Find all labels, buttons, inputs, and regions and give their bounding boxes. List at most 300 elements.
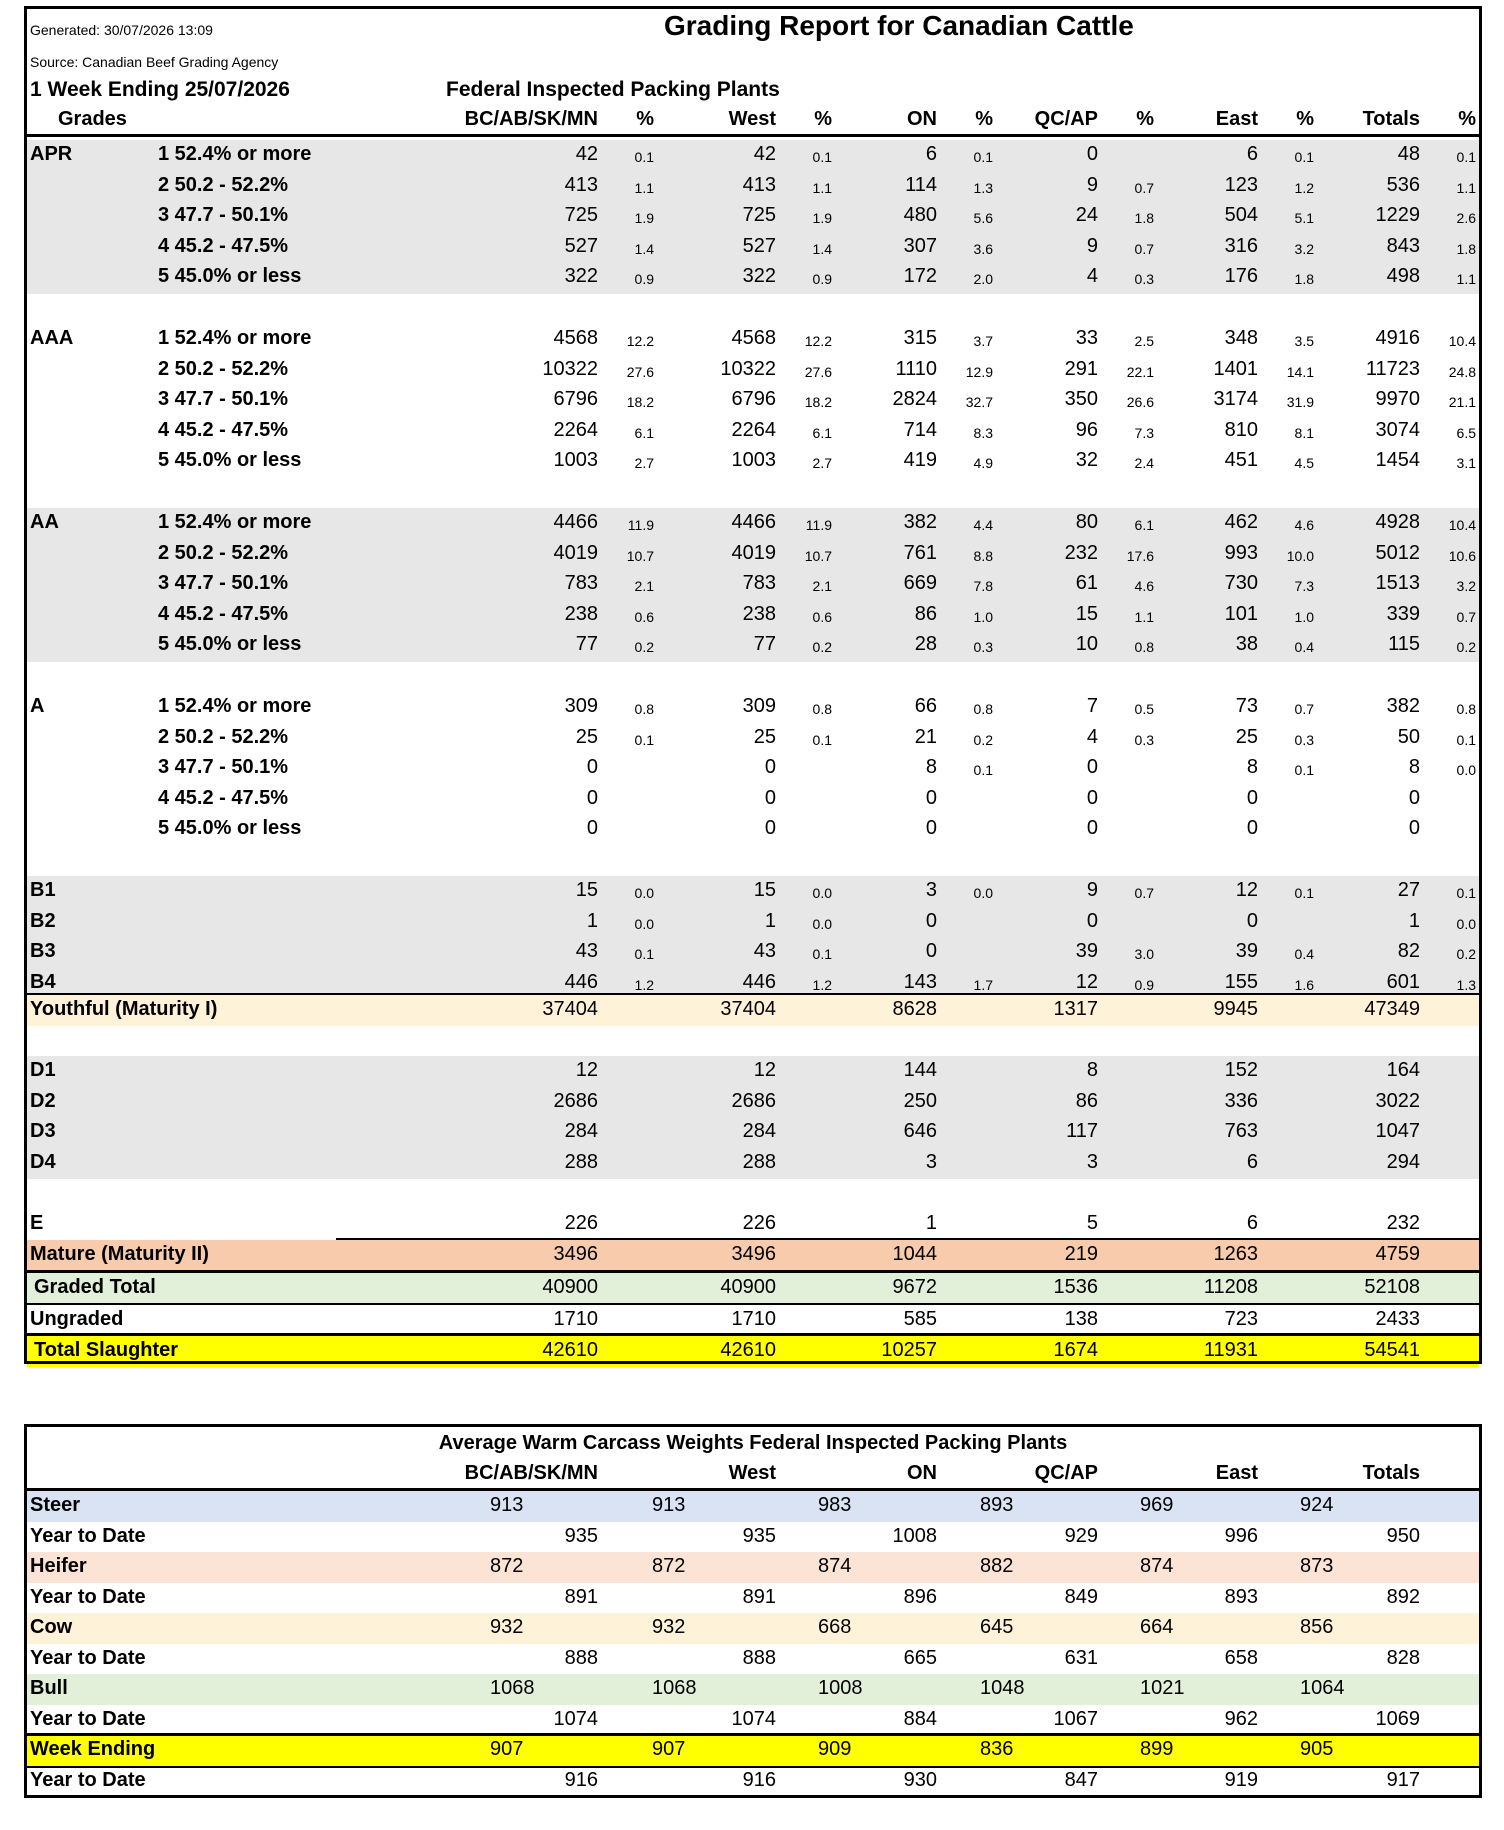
- d-grade-row-label: D4: [30, 1150, 56, 1173]
- count-cell: 25: [1235, 725, 1258, 748]
- youthful-row-value: 47349: [1364, 998, 1420, 1020]
- pct-column-header: %: [975, 108, 993, 130]
- d-grade-row-value: 288: [564, 1150, 598, 1173]
- ytd-weight-value: 892: [1386, 1585, 1420, 1608]
- count-cell: 8: [1246, 756, 1258, 779]
- percent-cell: 0.9: [634, 271, 654, 288]
- percent-cell: 8.1: [1294, 424, 1314, 441]
- ytd-weight-value: 893: [1224, 1585, 1258, 1608]
- ytd-weight-value: 828: [1386, 1646, 1420, 1669]
- percent-cell: 0.0: [812, 915, 832, 932]
- percent-cell: 5.6: [973, 210, 993, 227]
- count-cell: 0: [586, 786, 598, 809]
- count-cell: 8: [925, 756, 937, 779]
- count-cell: 3174: [1213, 388, 1258, 411]
- count-cell: 15: [575, 879, 598, 901]
- count-cell: 339: [1386, 602, 1420, 625]
- percent-cell: 0.6: [634, 608, 654, 625]
- federal-plants-heading: Federal Inspected Packing Plants: [446, 78, 780, 101]
- percent-cell: 0.2: [812, 639, 832, 656]
- graded-total-row-label: Graded Total: [34, 1276, 156, 1298]
- pct-column-header: %: [814, 108, 832, 130]
- count-cell: 725: [564, 204, 598, 227]
- yield-class-label: 4 45.2 - 47.5%: [158, 418, 289, 441]
- ytd-weight-value: 849: [1064, 1585, 1098, 1608]
- percent-cell: 1.8: [1456, 240, 1476, 257]
- ytd-weight-value: 996: [1224, 1524, 1258, 1547]
- count-cell: 350: [1064, 388, 1098, 411]
- percent-cell: 2.0: [973, 271, 993, 288]
- ungraded-row-value: 2433: [1375, 1308, 1420, 1330]
- grade-name: B3: [30, 940, 56, 963]
- count-cell: 4: [1086, 265, 1098, 288]
- count-cell: 316: [1224, 234, 1258, 257]
- percent-cell: 7.3: [1294, 578, 1314, 595]
- count-cell: 77: [753, 633, 776, 656]
- count-cell: 382: [903, 511, 937, 533]
- count-cell: 0: [1246, 909, 1258, 932]
- count-cell: 291: [1064, 357, 1098, 380]
- grade-name: AA: [30, 511, 59, 533]
- count-cell: 761: [903, 541, 937, 564]
- d-grade-row-value: 284: [742, 1120, 776, 1143]
- percent-cell: 0.7: [1134, 179, 1154, 196]
- count-cell: 451: [1224, 449, 1258, 472]
- weights-column-header: Totals: [1362, 1462, 1420, 1484]
- region-column-header: ON: [907, 108, 937, 130]
- percent-cell: 0.1: [1456, 149, 1476, 165]
- percent-cell: 10.6: [1448, 547, 1476, 564]
- region-column-header: BC/AB/SK/MN: [464, 108, 598, 130]
- percent-cell: 27.6: [804, 363, 832, 380]
- percent-cell: 17.6: [1126, 547, 1154, 564]
- pct-column-header: %: [1136, 108, 1154, 130]
- count-cell: 4928: [1375, 511, 1420, 533]
- percent-cell: 10.4: [1448, 333, 1476, 349]
- current-weight-value: 907: [490, 1738, 524, 1760]
- current-weight-value: 969: [1140, 1494, 1174, 1516]
- percent-cell: 22.1: [1126, 363, 1154, 380]
- ytd-weight-value: 896: [903, 1585, 937, 1608]
- count-cell: 0: [1246, 817, 1258, 840]
- percent-cell: 2.7: [634, 455, 654, 472]
- percent-cell: 14.1: [1286, 363, 1314, 380]
- d-grade-row-value: 288: [742, 1150, 776, 1173]
- ytd-weight-value: 962: [1224, 1707, 1258, 1730]
- count-cell: 0: [764, 817, 776, 840]
- count-cell: 0: [764, 756, 776, 779]
- mature-row-label: Mature (Maturity II): [30, 1243, 209, 1265]
- ytd-weight-value: 935: [742, 1524, 776, 1547]
- percent-cell: 1.9: [812, 210, 832, 227]
- count-cell: 50: [1397, 725, 1420, 748]
- grade-name: B1: [30, 879, 56, 901]
- count-cell: 783: [564, 572, 598, 595]
- percent-cell: 0.0: [1456, 762, 1476, 779]
- percent-cell: 0.1: [812, 731, 832, 748]
- yield-class-label: 1 52.4% or more: [158, 327, 312, 349]
- d-grade-row-value: 3: [1086, 1150, 1098, 1173]
- count-cell: 315: [903, 327, 937, 349]
- count-cell: 1: [586, 909, 598, 932]
- count-cell: 0: [586, 756, 598, 779]
- year-to-date-label: Year to Date: [30, 1707, 146, 1730]
- d-grade-row-value: 294: [1386, 1150, 1420, 1173]
- percent-cell: 0.1: [1456, 885, 1476, 901]
- count-cell: 25: [753, 725, 776, 748]
- current-weight-value: 856: [1300, 1616, 1334, 1638]
- percent-cell: 1.1: [1134, 608, 1154, 625]
- count-cell: 8: [1408, 756, 1420, 779]
- d-grade-row-label: D3: [30, 1120, 56, 1143]
- current-weight-value: 872: [490, 1555, 524, 1577]
- mature-row-value: 1044: [892, 1243, 937, 1265]
- count-cell: 6: [925, 143, 937, 165]
- percent-cell: 12.2: [626, 333, 654, 349]
- percent-cell: 0.9: [812, 271, 832, 288]
- yield-class-label: 2 50.2 - 52.2%: [158, 357, 289, 380]
- percent-cell: 3.0: [1134, 946, 1154, 963]
- count-cell: 43: [753, 940, 776, 963]
- count-cell: 2264: [553, 418, 598, 441]
- current-weight-value: 873: [1300, 1555, 1334, 1577]
- count-cell: 0: [1086, 756, 1098, 779]
- ungraded-row-value: 585: [903, 1308, 937, 1330]
- count-cell: 48: [1397, 143, 1420, 165]
- count-cell: 238: [742, 602, 776, 625]
- percent-cell: 6.5: [1456, 424, 1476, 441]
- yield-class-label: 5 45.0% or less: [158, 633, 302, 656]
- yield-class-label: 1 52.4% or more: [158, 143, 312, 165]
- weight-class-label: Bull: [30, 1677, 68, 1699]
- ytd-weight-value: 950: [1386, 1524, 1420, 1547]
- count-cell: 462: [1224, 511, 1258, 533]
- count-cell: 1: [764, 909, 776, 932]
- percent-cell: 12.9: [965, 363, 993, 380]
- d-grade-row-value: 1047: [1375, 1120, 1420, 1143]
- d-grade-row-value: 3022: [1375, 1089, 1420, 1112]
- percent-cell: 0.8: [634, 701, 654, 717]
- ytd-weight-value: 1067: [1053, 1707, 1098, 1730]
- yield-class-label: 4 45.2 - 47.5%: [158, 602, 289, 625]
- total-slaughter-row-value: 54541: [1364, 1339, 1420, 1361]
- count-cell: 238: [564, 602, 598, 625]
- percent-cell: 0.1: [812, 149, 832, 165]
- count-cell: 783: [742, 572, 776, 595]
- count-cell: 993: [1224, 541, 1258, 564]
- ytd-weight-value: 665: [903, 1646, 937, 1669]
- percent-cell: 27.6: [626, 363, 654, 380]
- count-cell: 42: [753, 143, 776, 165]
- percent-cell: 1.3: [1456, 976, 1476, 993]
- percent-cell: 3.2: [1456, 578, 1476, 595]
- count-cell: 0: [586, 817, 598, 840]
- count-cell: 446: [742, 970, 776, 993]
- e-grade-row-label: E: [30, 1212, 44, 1234]
- count-cell: 82: [1397, 940, 1420, 963]
- count-cell: 413: [742, 173, 776, 196]
- current-weight-value: 913: [652, 1494, 686, 1516]
- percent-cell: 0.1: [634, 149, 654, 165]
- weights-column-header: BC/AB/SK/MN: [464, 1462, 598, 1484]
- ytd-weight-value: 658: [1224, 1646, 1258, 1669]
- count-cell: 11723: [1365, 357, 1420, 380]
- percent-cell: 0.8: [812, 701, 832, 717]
- pct-column-header: %: [636, 108, 654, 130]
- percent-cell: 0.0: [973, 885, 993, 901]
- count-cell: 232: [1064, 541, 1098, 564]
- percent-cell: 1.0: [973, 608, 993, 625]
- percent-cell: 0.7: [1134, 885, 1154, 901]
- percent-cell: 0.4: [1294, 946, 1314, 963]
- weights-column-header: QC/AP: [1034, 1462, 1098, 1484]
- yield-class-label: 1 52.4% or more: [158, 511, 312, 533]
- weight-class-label: Steer: [30, 1494, 81, 1516]
- d-grade-row-label: D2: [30, 1089, 56, 1112]
- percent-cell: 4.6: [1134, 578, 1154, 595]
- current-weight-value: 907: [652, 1738, 686, 1760]
- count-cell: 61: [1075, 572, 1098, 595]
- count-cell: 9: [1086, 234, 1098, 257]
- count-cell: 12: [1075, 970, 1098, 993]
- count-cell: 498: [1386, 265, 1420, 288]
- source-text: Source: Canadian Beef Grading Agency: [30, 54, 279, 70]
- mature-row-value: 3496: [553, 1243, 598, 1265]
- total-slaughter-row-value: 42610: [720, 1339, 776, 1361]
- ytd-weight-value: 1074: [553, 1707, 598, 1730]
- count-cell: 810: [1224, 418, 1258, 441]
- percent-cell: 0.3: [1134, 731, 1154, 748]
- count-cell: 33: [1075, 327, 1098, 349]
- count-cell: 15: [1075, 602, 1098, 625]
- count-cell: 32: [1075, 449, 1098, 472]
- count-cell: 15: [753, 879, 776, 901]
- count-cell: 4466: [553, 511, 598, 533]
- weights-column-header: West: [728, 1462, 776, 1484]
- d-grade-row-value: 144: [903, 1059, 937, 1081]
- percent-cell: 0.7: [1134, 240, 1154, 257]
- count-cell: 0: [1086, 143, 1098, 165]
- percent-cell: 1.1: [812, 179, 832, 196]
- count-cell: 10322: [542, 357, 598, 380]
- percent-cell: 0.3: [1134, 271, 1154, 288]
- count-cell: 2824: [892, 388, 937, 411]
- percent-cell: 26.6: [1126, 394, 1154, 411]
- ytd-weight-value: 917: [1386, 1768, 1420, 1791]
- percent-cell: 0.1: [973, 762, 993, 779]
- count-cell: 5012: [1375, 541, 1420, 564]
- percent-cell: 31.9: [1286, 394, 1314, 411]
- percent-cell: 1.1: [1456, 179, 1476, 196]
- week-ending-top-line: [24, 1733, 1482, 1736]
- percent-cell: 3.1: [1456, 455, 1476, 472]
- count-cell: 446: [564, 970, 598, 993]
- ungraded-row-value: 723: [1224, 1308, 1258, 1330]
- percent-cell: 0.0: [812, 885, 832, 901]
- percent-cell: 24.8: [1448, 363, 1476, 380]
- count-cell: 6796: [553, 388, 598, 411]
- d-grade-row-value: 164: [1386, 1059, 1420, 1081]
- count-cell: 9970: [1375, 388, 1420, 411]
- ytd-weight-value: 935: [564, 1524, 598, 1547]
- youthful-row-label: Youthful (Maturity I): [30, 998, 218, 1020]
- current-weight-value: 1021: [1140, 1677, 1185, 1699]
- count-cell: 322: [742, 265, 776, 288]
- count-cell: 3: [925, 879, 937, 901]
- ytd-weight-value: 1008: [892, 1524, 937, 1547]
- percent-cell: 0.4: [1294, 639, 1314, 656]
- percent-cell: 3.2: [1294, 240, 1314, 257]
- count-cell: 419: [903, 449, 937, 472]
- mature-row-value: 219: [1064, 1243, 1098, 1265]
- d-grade-row-value: 2686: [553, 1089, 598, 1112]
- weights-column-header: ON: [907, 1462, 937, 1484]
- percent-cell: 0.3: [1294, 731, 1314, 748]
- percent-cell: 3.6: [973, 240, 993, 257]
- region-column-header: QC/AP: [1034, 108, 1098, 130]
- count-cell: 504: [1224, 204, 1258, 227]
- pct-column-header: %: [1458, 108, 1476, 130]
- percent-cell: 0.0: [634, 915, 654, 932]
- percent-cell: 1.2: [1294, 179, 1314, 196]
- e-grade-row-value: 6: [1246, 1212, 1258, 1234]
- current-weight-value: 874: [818, 1555, 852, 1577]
- count-cell: 725: [742, 204, 776, 227]
- e-grade-row-value: 226: [564, 1212, 598, 1234]
- percent-cell: 0.3: [973, 639, 993, 656]
- d-grade-row-label: D1: [30, 1059, 56, 1081]
- percent-cell: 18.2: [626, 394, 654, 411]
- count-cell: 0: [1086, 817, 1098, 840]
- count-cell: 843: [1386, 234, 1420, 257]
- current-weight-value: 1068: [652, 1677, 697, 1699]
- percent-cell: 0.7: [1456, 608, 1476, 625]
- graded-total-row-value: 52108: [1364, 1276, 1420, 1298]
- count-cell: 669: [903, 572, 937, 595]
- ungraded-row-value: 1710: [553, 1308, 598, 1330]
- count-cell: 123: [1224, 173, 1258, 196]
- ytd-weight-value: 847: [1064, 1768, 1098, 1791]
- e-grade-row-value: 226: [742, 1212, 776, 1234]
- youthful-top-line: [24, 993, 1482, 995]
- percent-cell: 0.2: [634, 639, 654, 656]
- count-cell: 28: [914, 633, 937, 656]
- d-grade-row-value: 8: [1086, 1059, 1098, 1081]
- count-cell: 24: [1075, 204, 1098, 227]
- yield-class-label: 1 52.4% or more: [158, 695, 312, 717]
- count-cell: 1454: [1375, 449, 1420, 472]
- percent-cell: 5.1: [1294, 210, 1314, 227]
- weight-class-label: Heifer: [30, 1555, 87, 1577]
- count-cell: 527: [742, 234, 776, 257]
- d-grade-row-value: 2686: [731, 1089, 776, 1112]
- yield-class-label: 2 50.2 - 52.2%: [158, 725, 289, 748]
- d-grade-row-value: 250: [903, 1089, 937, 1112]
- ytd-weight-value: 930: [903, 1768, 937, 1791]
- ungraded-bottom-line: [24, 1333, 1482, 1336]
- percent-cell: 0.1: [1456, 731, 1476, 748]
- count-cell: 0: [925, 817, 937, 840]
- count-cell: 2264: [731, 418, 776, 441]
- current-weight-value: 874: [1140, 1555, 1174, 1577]
- percent-cell: 0.1: [634, 731, 654, 748]
- percent-cell: 8.3: [973, 424, 993, 441]
- count-cell: 10322: [720, 357, 776, 380]
- year-to-date-label: Year to Date: [30, 1524, 146, 1547]
- percent-cell: 0.1: [812, 946, 832, 963]
- count-cell: 1229: [1375, 204, 1420, 227]
- current-weight-value: 836: [980, 1738, 1014, 1760]
- percent-cell: 1.6: [1294, 976, 1314, 993]
- percent-cell: 6.1: [812, 424, 832, 441]
- percent-cell: 10.0: [1286, 547, 1314, 564]
- percent-cell: 10.4: [1448, 517, 1476, 533]
- percent-cell: 1.0: [1294, 608, 1314, 625]
- percent-cell: 1.4: [812, 240, 832, 257]
- count-cell: 0: [764, 786, 776, 809]
- d-grade-row-value: 12: [753, 1059, 776, 1081]
- youthful-row-value: 8628: [892, 998, 937, 1020]
- percent-cell: 2.7: [812, 455, 832, 472]
- graded-total-row-value: 40900: [542, 1276, 598, 1298]
- count-cell: 1110: [895, 357, 937, 380]
- count-cell: 42: [575, 143, 598, 165]
- ytd-weight-value: 884: [903, 1707, 937, 1730]
- count-cell: 0: [1246, 786, 1258, 809]
- percent-cell: 0.6: [812, 608, 832, 625]
- percent-cell: 1.8: [1134, 210, 1154, 227]
- count-cell: 0: [925, 786, 937, 809]
- week-ending-heading: 1 Week Ending 25/07/2026: [30, 78, 290, 101]
- current-weight-value: 899: [1140, 1738, 1174, 1760]
- percent-cell: 1.2: [634, 976, 654, 993]
- header-divider: [24, 134, 1482, 137]
- count-cell: 601: [1386, 970, 1420, 993]
- ytd-weight-value: 891: [564, 1585, 598, 1608]
- count-cell: 21: [914, 725, 937, 748]
- count-cell: 39: [1235, 940, 1258, 963]
- percent-cell: 8.8: [973, 547, 993, 564]
- count-cell: 0: [925, 909, 937, 932]
- count-cell: 143: [903, 970, 937, 993]
- percent-cell: 32.7: [965, 394, 993, 411]
- d-grade-row-value: 6: [1246, 1150, 1258, 1173]
- percent-cell: 0.2: [1456, 946, 1476, 963]
- count-cell: 12: [1235, 879, 1258, 901]
- yield-class-label: 3 47.7 - 50.1%: [158, 756, 289, 779]
- d-grade-row-value: 152: [1224, 1059, 1258, 1081]
- count-cell: 714: [903, 418, 937, 441]
- ytd-weight-value: 916: [742, 1768, 776, 1791]
- e-grade-row-value: 1: [925, 1212, 937, 1234]
- current-weight-value: 1064: [1300, 1677, 1345, 1699]
- count-cell: 309: [564, 695, 598, 717]
- percent-cell: 4.9: [973, 455, 993, 472]
- percent-cell: 1.9: [634, 210, 654, 227]
- report-title: Grading Report for Canadian Cattle: [664, 10, 1134, 41]
- yield-class-label: 5 45.0% or less: [158, 817, 302, 840]
- e-grade-row-value: 232: [1386, 1212, 1420, 1234]
- count-cell: 4466: [731, 511, 776, 533]
- current-weight-value: 909: [818, 1738, 852, 1760]
- d-grade-row-value: 86: [1075, 1089, 1098, 1112]
- count-cell: 86: [914, 602, 937, 625]
- count-cell: 413: [564, 173, 598, 196]
- count-cell: 536: [1386, 173, 1420, 196]
- grade-name: AAA: [30, 327, 74, 349]
- graded-total-row-value: 11208: [1203, 1276, 1258, 1298]
- percent-cell: 21.1: [1448, 394, 1476, 411]
